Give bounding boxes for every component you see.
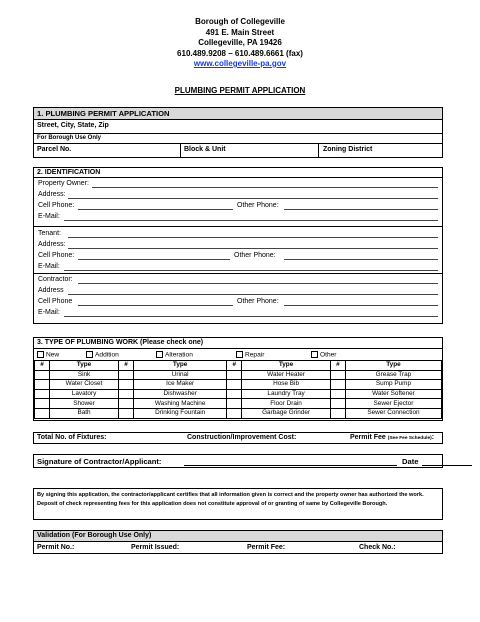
fixture-table	[34, 360, 442, 419]
section-plumbing-work	[33, 337, 443, 421]
construction-cost-label: Construction/Improvement Cost:	[187, 434, 297, 441]
option-addition[interactable]: Addition	[86, 351, 119, 358]
contractor-email-label: E-Mail:	[38, 309, 60, 316]
block-unit-label: Block & Unit	[184, 146, 226, 153]
count-cell[interactable]	[227, 399, 242, 409]
permit-fee-validation-label: Permit Fee:	[247, 544, 286, 551]
table-row: Water Closet Ice Maker Hose Bib Sump Pump	[35, 380, 442, 390]
count-cell[interactable]	[330, 370, 345, 380]
owner-cell-label: Cell Phone:	[38, 202, 75, 209]
org-city: Collegeville, PA 19426	[198, 38, 282, 47]
street-field[interactable]	[34, 120, 442, 134]
option-other[interactable]: Other	[311, 351, 337, 358]
count-cell[interactable]	[119, 389, 134, 399]
owner-field[interactable]	[92, 187, 438, 188]
count-cell[interactable]	[119, 370, 134, 380]
org-address: 491 E. Main Street	[205, 27, 275, 37]
fixtures-total-label: Total No. of Fixtures:	[37, 434, 107, 441]
count-cell[interactable]	[227, 380, 242, 390]
table-header-row: # Type # Type # Type # Type	[35, 361, 442, 371]
table-row: Shower Washing Machine Floor Drain Sewer Ejector	[35, 399, 442, 409]
permit-fee-label: Permit Fee (See Fee Schedule):	[350, 434, 435, 441]
table-row: Lavatory Dishwasher Laundry Tray Water Softener	[35, 389, 442, 399]
org-phone: 610.489.9208 – 610.489.6661 (fax)	[177, 48, 303, 58]
tenant-label: Tenant:	[38, 230, 61, 237]
count-cell[interactable]	[35, 380, 50, 390]
section3-title: 3. TYPE OF PLUMBING WORK (Please check one)	[37, 339, 204, 346]
count-cell[interactable]	[330, 380, 345, 390]
count-cell[interactable]	[330, 389, 345, 399]
validation-box	[33, 530, 443, 554]
checkbox-icon	[311, 351, 318, 358]
count-cell[interactable]	[119, 399, 134, 409]
contractor-address-label: Address	[38, 287, 64, 294]
street-label: Street, City, State, Zip	[37, 122, 109, 129]
table-row: Bath Drinking Fountain Garbage Grinder Sewer Connection	[35, 408, 442, 418]
date-label: Date	[402, 457, 419, 466]
disclaimer-text: By signing this application, the contractor/applicant certifies that all information given is correct and the property owner has authorized the work. Deposit of check representing fees for this application does not constitute approval of or granting of same by Collegeville Borough.	[37, 492, 424, 507]
checkbox-icon	[86, 351, 93, 358]
tenant-cell-field[interactable]	[78, 259, 230, 260]
tenant-email-label: E-Mail:	[38, 263, 60, 270]
org-name: Borough of Collegeville	[195, 17, 285, 26]
tenant-other-phone-field[interactable]	[284, 259, 438, 260]
tenant-address-field[interactable]	[68, 248, 438, 249]
date-field[interactable]	[422, 465, 472, 466]
count-cell[interactable]	[35, 408, 50, 418]
checkbox-icon	[37, 351, 44, 358]
owner-email-label: E-Mail:	[38, 213, 60, 220]
tenant-email-field[interactable]	[64, 270, 438, 271]
count-cell[interactable]	[35, 370, 50, 380]
contractor-field[interactable]	[78, 283, 438, 284]
count-cell[interactable]	[330, 399, 345, 409]
owner-label: Property Owner:	[38, 180, 89, 187]
owner-address-label: Address:	[38, 191, 66, 198]
website-link[interactable]: www.collegeville-pa.gov	[193, 59, 287, 68]
count-cell[interactable]	[119, 380, 134, 390]
count-cell[interactable]	[35, 399, 50, 409]
owner-email-field[interactable]	[64, 220, 438, 221]
document-title: PLUMBING PERMIT APPLICATION	[174, 86, 306, 95]
permit-no-label: Permit No.:	[37, 544, 75, 551]
tenant-field[interactable]	[68, 237, 438, 238]
count-cell[interactable]	[119, 408, 134, 418]
contractor-other-phone-label: Other Phone:	[237, 298, 279, 305]
section1-title: 1. PLUMBING PERMIT APPLICATION	[37, 109, 170, 118]
checkbox-icon	[236, 351, 243, 358]
owner-cell-field[interactable]	[78, 209, 233, 210]
owner-address-field[interactable]	[68, 198, 438, 199]
count-cell[interactable]	[35, 389, 50, 399]
option-alteration[interactable]: Alteration	[156, 351, 193, 358]
letterhead	[0, 17, 480, 70]
signature-label: Signature of Contractor/Applicant:	[37, 457, 162, 466]
count-cell[interactable]	[227, 370, 242, 380]
count-cell[interactable]	[227, 389, 242, 399]
section-permit-application	[33, 107, 443, 158]
check-no-label: Check No.:	[359, 544, 396, 551]
signature-field[interactable]	[184, 465, 397, 466]
section2-title: 2. IDENTIFICATION	[37, 169, 101, 176]
count-cell[interactable]	[330, 408, 345, 418]
option-repair[interactable]: Repair	[236, 351, 264, 358]
zoning-label: Zoning District	[323, 146, 373, 153]
contractor-label: Contractor:	[38, 276, 73, 283]
tenant-cell-label: Cell Phone:	[38, 252, 75, 259]
tenant-other-phone-label: Other Phone:	[234, 252, 276, 259]
tenant-address-label: Address:	[38, 241, 66, 248]
option-new[interactable]: New	[37, 351, 59, 358]
section-identification	[33, 167, 443, 324]
totals-row	[33, 432, 443, 444]
owner-other-phone-label: Other Phone:	[237, 202, 279, 209]
borough-use-label: For Borough Use Only	[37, 135, 102, 141]
contractor-cell-label: Cell Phone	[38, 298, 73, 305]
contractor-address-field[interactable]	[68, 294, 438, 295]
permit-issued-label: Permit Issued:	[131, 544, 180, 551]
table-row: Sink Urinal Water Heater Grease Trap	[35, 370, 442, 380]
validation-title: Validation (For Borough Use Only)	[37, 532, 152, 539]
parcel-label: Parcel No.	[37, 146, 72, 153]
checkbox-icon	[156, 351, 163, 358]
signature-row	[33, 454, 443, 468]
disclaimer-box	[33, 488, 443, 520]
count-cell[interactable]	[227, 408, 242, 418]
owner-other-phone-field[interactable]	[284, 209, 438, 210]
contractor-cell-field[interactable]	[78, 305, 233, 306]
contractor-other-phone-field[interactable]	[284, 305, 438, 306]
contractor-email-field[interactable]	[64, 316, 438, 317]
